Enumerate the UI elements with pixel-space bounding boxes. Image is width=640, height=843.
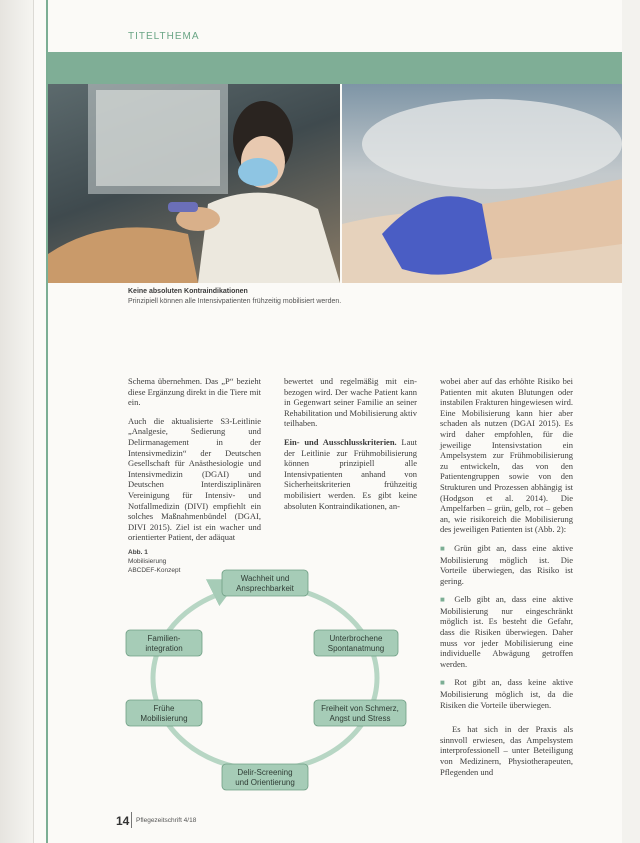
node-line2: Angst und Stress — [329, 714, 391, 723]
bullet-text: Gelb gibt an, dass eine aktive Mobilisierung nur eingeschränkt möglich ist. Es besteht die Gefahr, dass die Risiken überwiegen. Daher muss vor jeder Mobilisierung eine individuelle Abwägung getroffen werden. — [440, 594, 573, 669]
node-spontanatmung — [314, 630, 398, 656]
cycle-ring — [153, 586, 377, 770]
page-fold — [0, 0, 34, 843]
text-column-3 — [440, 376, 573, 785]
node-line2: Mobilisierung — [140, 714, 188, 723]
text-column-1 — [128, 376, 261, 551]
gloved-hand-photo — [342, 84, 622, 283]
nurse-photo-illustration — [48, 84, 340, 283]
magazine-name: Pflegezeitschrift 4/18 — [136, 817, 197, 824]
gloved-hand-photo-illustration — [342, 84, 622, 283]
figure-subtitle-line1: Mobilisierung — [128, 558, 167, 565]
square-bullet-icon: ■ — [440, 543, 449, 553]
bullet-text: Rot gibt an, dass keine aktive Mobilisierung möglich ist, da die Risiken die Vorteile überwiegen. — [440, 677, 574, 710]
section-kicker: TITELTHEMA — [128, 31, 200, 42]
node-line2: integration — [145, 644, 183, 653]
node-line1: Freiheit von Schmerz, — [321, 704, 399, 713]
square-bullet-icon: ■ — [440, 678, 449, 688]
node-line2: Ansprechbarkeit — [236, 584, 294, 593]
node-line2: Spontanatmung — [327, 644, 385, 653]
node-freiheit-schmerz — [314, 700, 406, 726]
node-line1: Frühe — [153, 704, 175, 713]
figure-number: Abb. 1 — [128, 549, 148, 556]
bullet-text: Grün gibt an, dass eine aktive Mobilisierung möglich ist. Die Vorteile überwiegen, das Risiko ist gering. — [440, 542, 573, 586]
bullet-item — [440, 677, 573, 710]
page-number: 14 — [116, 814, 130, 828]
node-line1: Delir-Screening — [237, 768, 293, 777]
photo-caption-text: Prinzipiell können alle Intensivpatienten frühzeitig mobilisiert werden. — [128, 298, 342, 305]
paragraph: bewertet und regelmäßig mit ein- bezogen wird. Der wache Patient kann in Gegenwart seiner Familie an seiner Rehabilitation und Mobilisierung aktiv teilhaben. — [284, 376, 417, 429]
node-familienintegration — [126, 630, 202, 656]
footer-divider — [131, 812, 132, 828]
paragraph: Auch die aktualisierte S3-Leitlinie „Analgesie, Sedierung und Delirmanagement in der Intensivmedizin“ der Deutschen Gesellschaft für Anästhesiologie und Intensivmedizin (DGAI) und Deutschen Interdisziplinären Vereinigung für Intensiv- und Notfallmedizin (DIVI) empfiehlt ein solches Maßnahmenbündel (DGAI, DIVI 2015). Ziel ist ein wacher und orientierter Patient, der adäquat — [128, 415, 261, 543]
node-line2: und Orientierung — [235, 778, 295, 787]
subheading: Ein- und Ausschlusskriterien. — [284, 436, 397, 447]
bullet-item — [440, 543, 573, 586]
header-band — [48, 52, 622, 84]
node-wachheit — [222, 570, 308, 596]
paragraph-text: Laut der Leitlinie zur Frühmobilisierung können prinzipiell alle Intensivpatienten anhand von Sicherheitskriterien frühzeitig mobilisiert werden. Es gibt keine absoluten Kontraindikationen, an- — [284, 436, 417, 511]
photo-caption-title: Keine absoluten Kontraindikationen — [128, 288, 248, 295]
node-line1: Familien- — [147, 634, 181, 643]
paragraph: Schema übernehmen. Das „P“ bezieht diese Ergänzung direkt in die Tiere mit ein. — [128, 376, 261, 408]
abcdef-cycle-diagram — [110, 560, 420, 800]
paragraph: wobei aber auf das erhöhte Risiko bei Patienten mit akuten Blutungen oder instabilen Frakturen hingewiesen wird. Eine Mobilisierung kann hier aber schaden als nutzen (DGAI 2015). Es wird daher empfohlen, für die jeweilige Intensivstation ein Ampelsystem zur Frühmobilisierung zu entwickeln, das von den Patientengruppen sowie von den Strukturen und Prozessen abhängig ist (Hodgson et al. 2014). Die Ampelfarben – grün, gelb, rot – geben an, wie risikoreich die Mobilisierung des jeweiligen Patienten ist (Abb. 2): — [440, 376, 573, 535]
node-line1: Wachheit und — [240, 574, 290, 583]
square-bullet-icon: ■ — [440, 595, 449, 605]
nurse-photo — [48, 84, 340, 283]
paragraph: Es hat sich in der Praxis als sinnvoll erwiesen, das Ampelsystem interprofessionell – unter Beteiligung von Medizinern, Physiotherapeuten, Pflegenden und — [440, 724, 573, 777]
bullet-item — [440, 594, 573, 669]
node-fruehe-mobilisierung — [126, 700, 202, 726]
paragraph — [284, 437, 417, 511]
text-column-2 — [284, 376, 417, 519]
node-line1: Unterbrochene — [329, 634, 383, 643]
node-delir-screening — [222, 764, 308, 790]
figure-subtitle-line2: ABCDEF-Konzept — [128, 567, 181, 574]
